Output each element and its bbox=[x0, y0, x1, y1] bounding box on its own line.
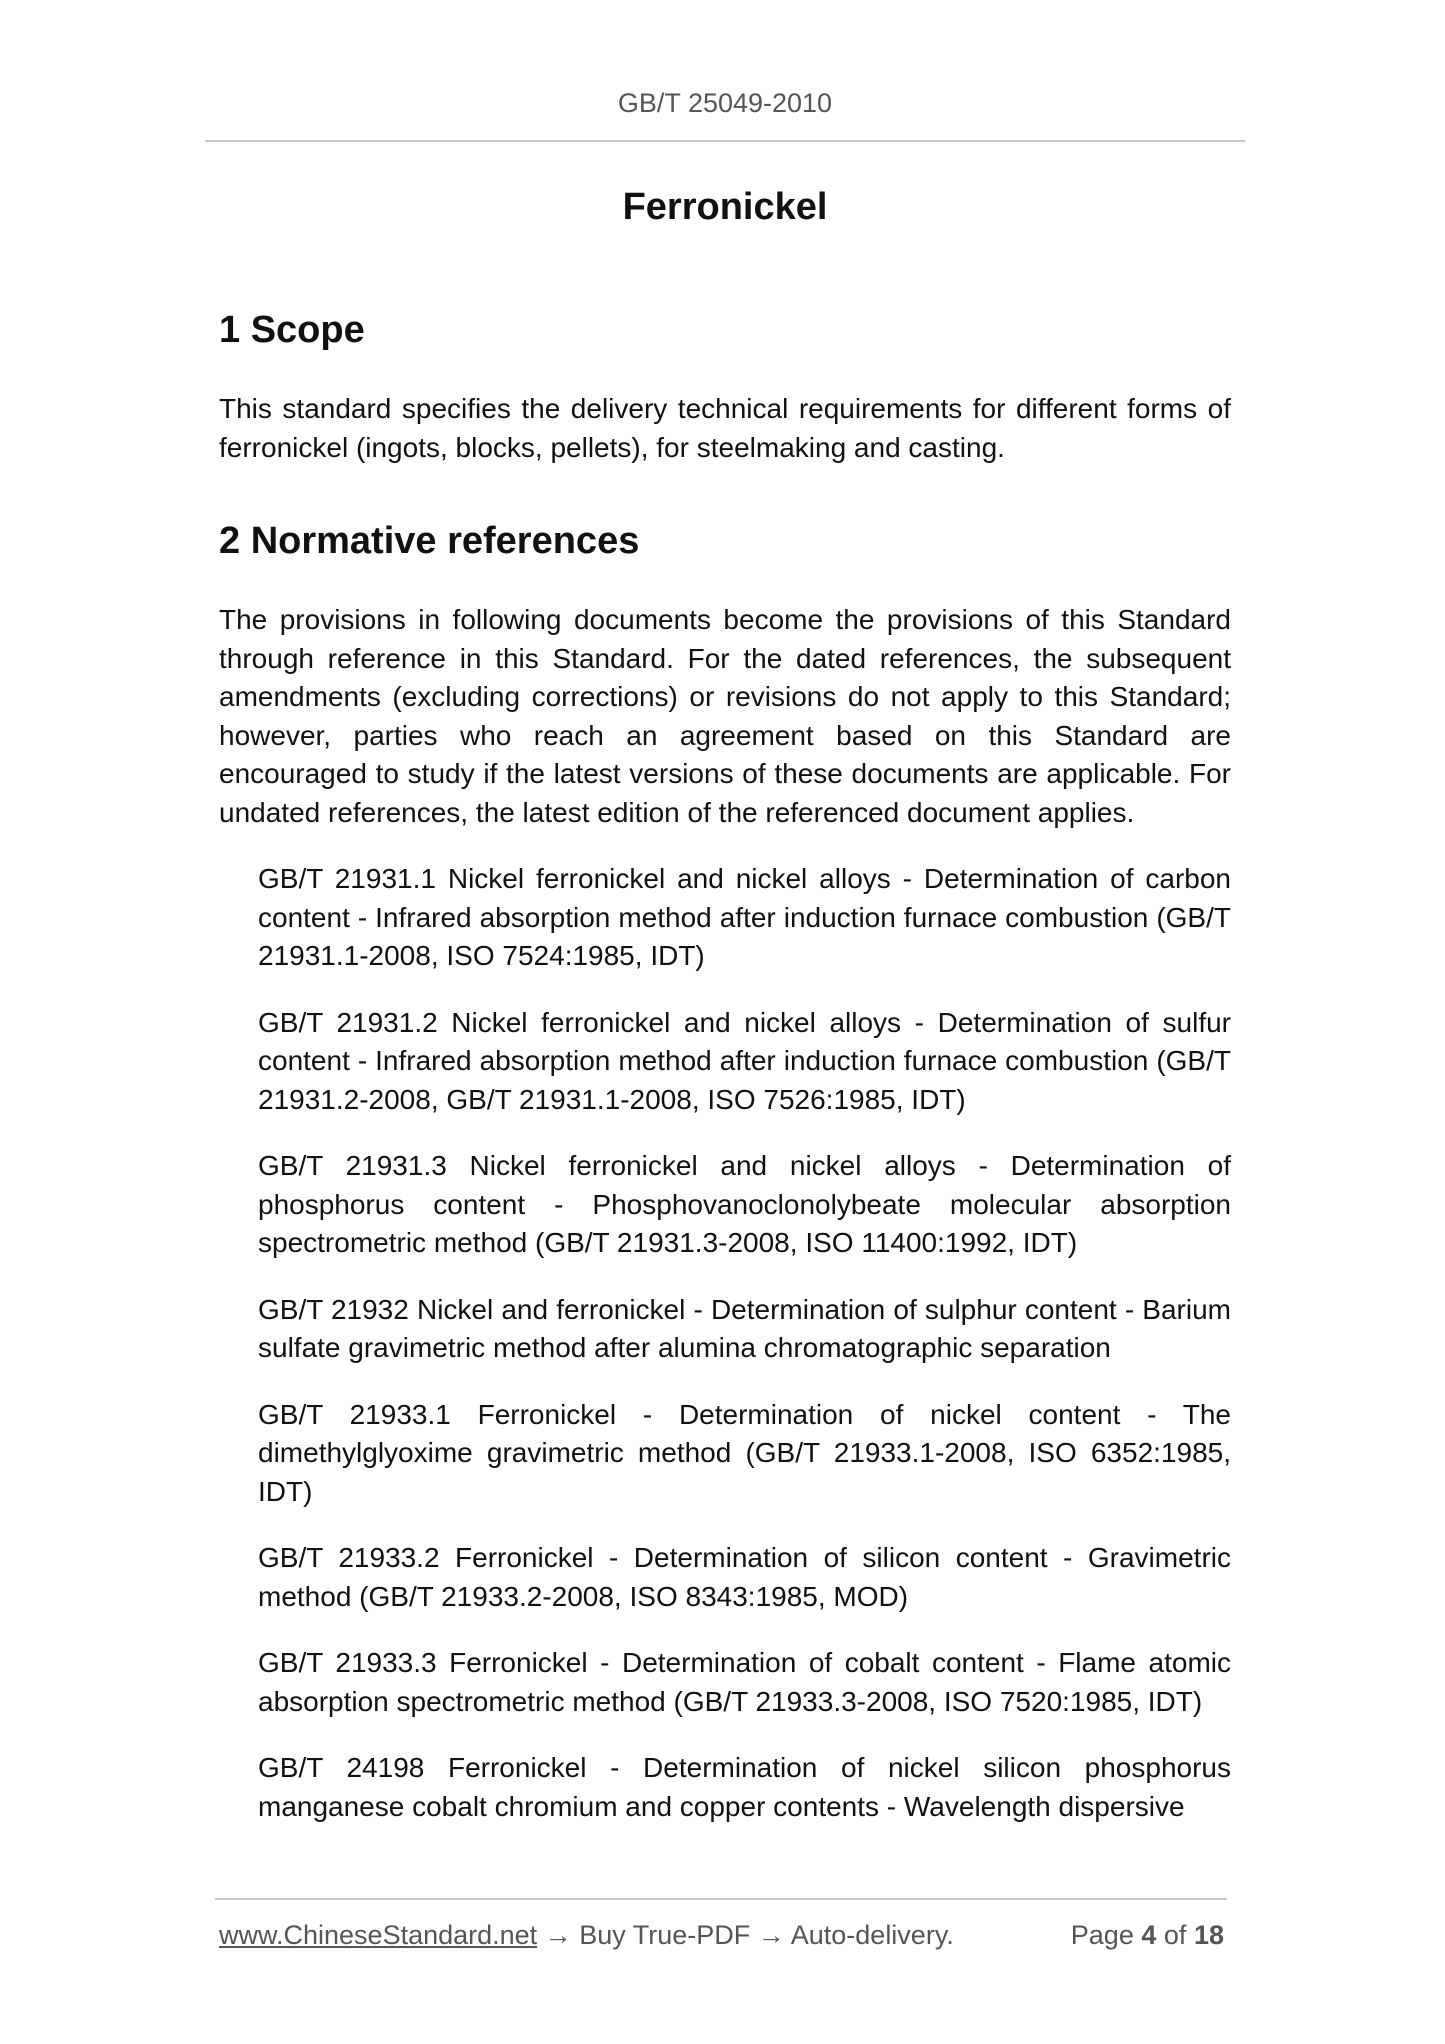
document-body bbox=[219, 300, 1231, 1854]
reference-item: GB/T 24198 Ferronickel - Determination of nickel silicon phosphorus manganese cobalt chromium and copper contents - Wavelength dispersive bbox=[258, 1752, 1231, 1822]
website-link[interactable]: www.ChineseStandard.net bbox=[219, 1920, 538, 1950]
references-intro-paragraph: The provisions in following documents become the provisions of this Standard through reference in this Standard. For the dated references, the subsequent amendments (excluding corrections) or revisions do not apply to this Standard; however, parties who reach an agreement based on this Standard are encouraged to study if the latest versions of these documents are applicable. For undated references, the latest edition of the referenced document applies. bbox=[219, 604, 1231, 828]
header-standard-code: GB/T 25049-2010 bbox=[617, 88, 833, 118]
section-heading-normative-references: 2 Normative references bbox=[219, 520, 640, 562]
reference-item: GB/T 21931.3 Nickel ferronickel and nickel alloys - Determination of phosphorus content - Phosphovanoclonolybeate molecular absorption spectrometric method (GB/T 21931.3-2008, ISO 11400:1992, IDT) bbox=[258, 1150, 1231, 1258]
reference-item: GB/T 21933.2 Ferronickel - Determination of silicon content - Gravimetric method (GB/T 21933.2-2008, ISO 8343:1985, MOD) bbox=[258, 1542, 1231, 1612]
reference-item: GB/T 21931.1 Nickel ferronickel and nickel alloys - Determination of carbon content - Infrared absorption method after induction furnace combustion (GB/T 21931.1-2008, ISO 7524:1985, IDT) bbox=[258, 863, 1231, 971]
document-title: Ferronickel bbox=[622, 186, 828, 228]
page-number: 4 bbox=[1141, 1920, 1157, 1950]
header-divider bbox=[205, 140, 1245, 142]
scope-paragraph: This standard specifies the delivery technical requirements for different forms of ferronickel (ingots, blocks, pellets), for steelmaking and casting. bbox=[219, 393, 1231, 463]
footer-promo-text: → Buy True-PDF → Auto-delivery. bbox=[537, 1920, 954, 1950]
reference-item: GB/T 21931.2 Nickel ferronickel and nickel alloys - Determination of sulfur content - Infrared absorption method after induction furnace combustion (GB/T 21931.2-2008, GB/T 21931.1-2008, ISO 7526:1985, IDT) bbox=[258, 1006, 1231, 1115]
footer-divider bbox=[215, 1898, 1227, 1900]
of-label: of bbox=[1163, 1920, 1187, 1950]
page-label: Page bbox=[1070, 1920, 1134, 1950]
reference-item: GB/T 21933.3 Ferronickel - Determination of cobalt content - Flame atomic absorption spectrometric method (GB/T 21933.3-2008, ISO 7520:1985, IDT) bbox=[258, 1647, 1231, 1717]
page-indicator bbox=[1071, 1920, 1224, 1951]
reference-item: GB/T 21933.1 Ferronickel - Determination of nickel content - The dimethylglyoxime gravimetric method (GB/T 21933.1-2008, ISO 6352:1985, IDT) bbox=[258, 1398, 1231, 1507]
footer-promo bbox=[219, 1920, 954, 1951]
section-heading-scope: 1 Scope bbox=[219, 309, 365, 351]
page-total: 18 bbox=[1193, 1920, 1224, 1950]
reference-item: GB/T 21932 Nickel and ferronickel - Determination of sulphur content - Barium sulfate gravimetric method after alumina chromatographic separation bbox=[258, 1293, 1231, 1363]
